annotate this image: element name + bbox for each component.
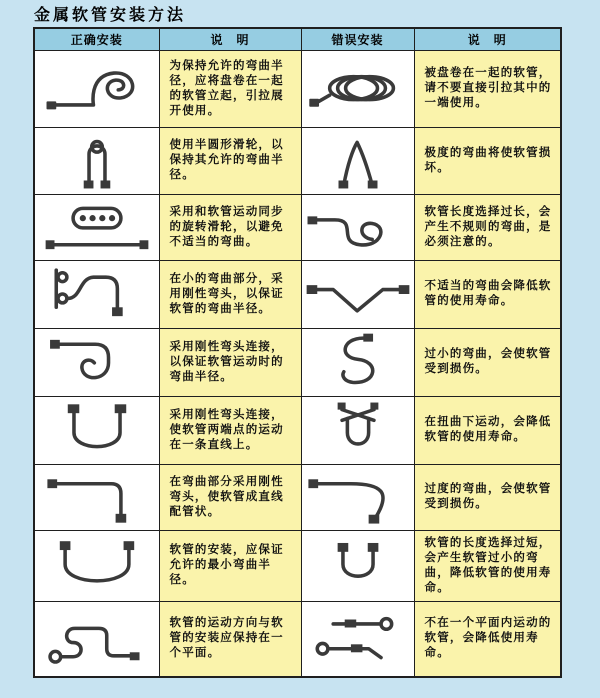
correct-note-text: 在小的弯曲部分，采用刚性弯头，以保证软管的弯曲半径。 — [159, 260, 301, 328]
wrong-image-cell — [301, 194, 414, 260]
wrong-image-cell — [301, 328, 414, 396]
wrong-note-text: 不在一个平面内运动的软管，会降低使用寿命。 — [414, 601, 561, 677]
table-header-row — [34, 28, 561, 50]
rotating-pulley-icon — [41, 196, 153, 258]
table-row — [34, 601, 561, 677]
wrong-image-cell — [301, 260, 414, 328]
rigid-elbow-connection-icon — [41, 331, 153, 393]
correct-image-cell — [34, 127, 159, 194]
table-row — [34, 50, 561, 127]
straight-piping-elbow-icon — [41, 466, 153, 528]
correct-note-text: 为保持允许的弯曲半径，应将盘卷在一起的软管立起，引拉展开使用。 — [159, 50, 301, 127]
rigid-elbow-small-bend-icon — [41, 263, 153, 325]
improper-bend-icon — [302, 263, 414, 325]
correct-image-cell — [34, 530, 159, 601]
table-row — [34, 127, 561, 194]
same-plane-motion-icon — [41, 608, 153, 670]
coiled-hose-icon — [302, 58, 414, 120]
column-header-1: 说 明 — [159, 28, 301, 50]
column-header-3: 说 明 — [414, 28, 561, 50]
minimum-bend-radius-icon — [41, 535, 153, 597]
correct-note-text: 采用刚性弯头连接，以保证软管运动时的弯曲半径。 — [159, 328, 301, 396]
uncoiled-hose-icon — [41, 58, 153, 120]
table-row — [34, 328, 561, 396]
wrong-image-cell — [301, 396, 414, 464]
page-title: 金属软管安装方法 — [34, 5, 187, 24]
too-small-bend-icon — [302, 331, 414, 393]
correct-image-cell — [34, 464, 159, 530]
table-row — [34, 260, 561, 328]
correct-image-cell — [34, 601, 159, 677]
correct-image-cell — [34, 260, 159, 328]
wrong-image-cell — [301, 464, 414, 530]
table-row — [34, 464, 561, 530]
wrong-note-text: 不适当的弯曲会降低软管的使用寿命。 — [414, 260, 561, 328]
wrong-note-text: 极度的弯曲将使软管损坏。 — [414, 127, 561, 194]
correct-image-cell — [34, 396, 159, 464]
correct-note-text: 采用和软管运动同步的旋转滑轮，以避免不适当的弯曲。 — [159, 194, 301, 260]
correct-note-text: 软管的安装，应保证允许的最小弯曲半径。 — [159, 530, 301, 601]
wrong-image-cell — [301, 127, 414, 194]
out-of-plane-icon — [302, 608, 414, 670]
extreme-bend-icon — [302, 130, 414, 192]
correct-image-cell — [34, 194, 159, 260]
u-shape-elbows-icon — [41, 399, 153, 461]
wrong-note-text: 被盘卷在一起的软管，请不要直接引拉其中的一端使用。 — [414, 50, 561, 127]
correct-image-cell — [34, 328, 159, 396]
wrong-image-cell — [301, 601, 414, 677]
wrong-image-cell — [301, 50, 414, 127]
table-row — [34, 396, 561, 464]
correct-note-text: 软管的运动方向与软管的安装应保持在一个平面。 — [159, 601, 301, 677]
wrong-note-text: 软管长度选择过长，会产生不规则的弯曲，是必须注意的。 — [414, 194, 561, 260]
wrong-note-text: 在扭曲下运动，会降低软管的使用寿命。 — [414, 396, 561, 464]
installation-table — [33, 27, 562, 678]
semicircular-pulley-icon — [41, 130, 153, 192]
column-header-2: 错误安装 — [301, 28, 414, 50]
wrong-image-cell — [301, 530, 414, 601]
table-row — [34, 194, 561, 260]
correct-note-text: 在弯曲部分采用刚性弯头，使软管成直线配管状。 — [159, 464, 301, 530]
wrong-note-text: 过小的弯曲，会使软管受到损伤。 — [414, 328, 561, 396]
short-hose-icon — [302, 535, 414, 597]
correct-note-text: 采用刚性弯头连接，使软管两端点的运动在一条直线上。 — [159, 396, 301, 464]
wrong-note-text: 过度的弯曲，会使软管受到损伤。 — [414, 464, 561, 530]
correct-note-text: 使用半圆形滑轮，以保持其允许的弯曲半径。 — [159, 127, 301, 194]
column-header-0: 正确安装 — [34, 28, 159, 50]
correct-image-cell — [34, 50, 159, 127]
table-row — [34, 530, 561, 601]
excessive-bend-icon — [302, 466, 414, 528]
overlong-hose-icon — [302, 196, 414, 258]
twisted-hose-icon — [302, 399, 414, 461]
wrong-note-text: 软管的长度选择过短，会产生软管过小的弯曲，降低软管的使用寿命。 — [414, 530, 561, 601]
